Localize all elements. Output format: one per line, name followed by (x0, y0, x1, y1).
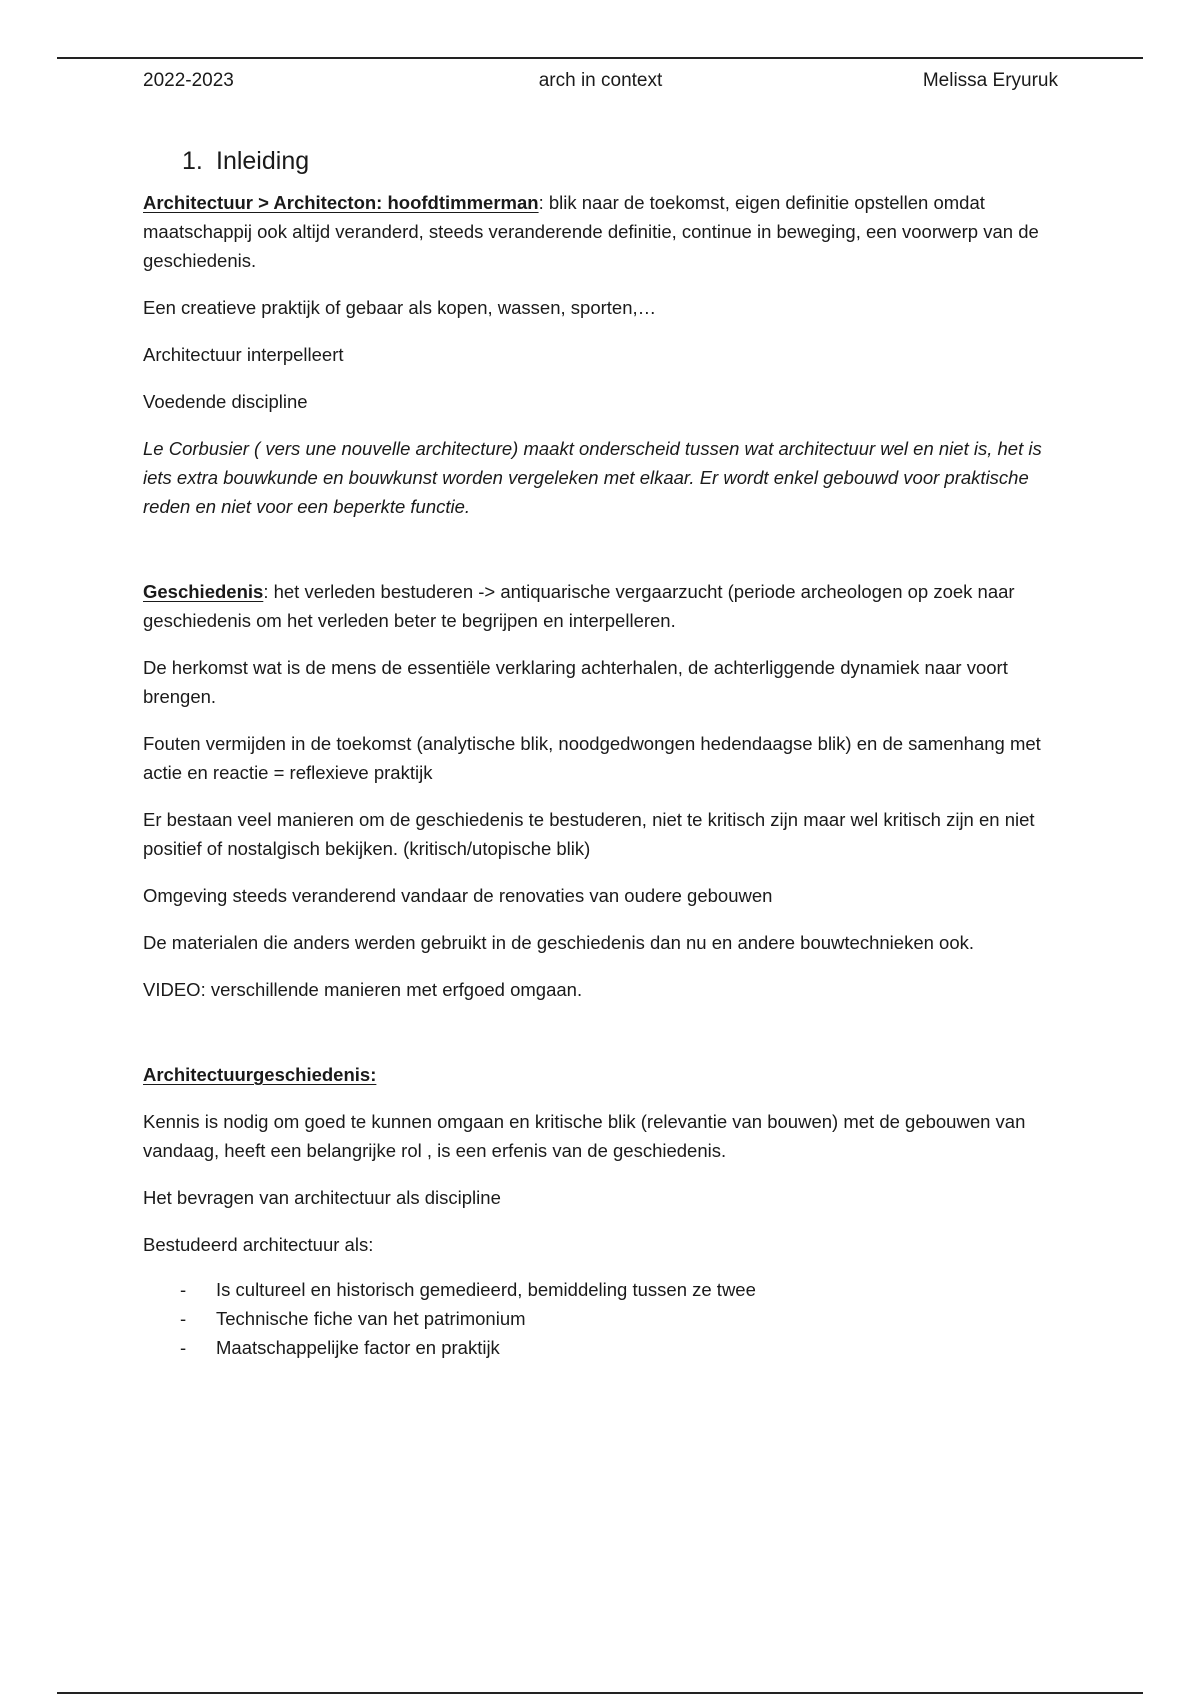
section-heading-inleiding (182, 144, 1063, 178)
paragraph: Omgeving steeds veranderend vandaar de renovaties van oudere gebouwen (143, 885, 773, 906)
paragraph-video: VIDEO: verschillende manieren met erfgoed omgaan. (143, 979, 583, 1000)
term-architectuur: Architectuur > Architecton: hoofdtimmerman (143, 192, 539, 213)
paragraph-le-corbusier: Le Corbusier ( vers une nouvelle architecture) maakt onderscheid tussen wat architectuur wel en niet is, het is iets extra bouwkunde en bouwkunst worden vergeleken met elkaar. Er wordt enkel gebouwd voor praktische reden en niet voor een beperkte functie. (143, 438, 1042, 517)
section-number: 1. (182, 147, 203, 175)
header-course: arch in context (538, 70, 663, 91)
bullet-list (143, 1275, 1063, 1362)
bullet-dash: - (180, 1337, 187, 1358)
paragraph: Het bevragen van architectuur als discipline (143, 1187, 501, 1208)
spacer (143, 539, 1063, 577)
paragraph: De herkomst wat is de mens de essentiële verklaring achterhalen, de achterliggende dynamiek naar voort brengen. (143, 657, 1008, 707)
section-title: Inleiding (216, 147, 310, 175)
list-item (143, 1333, 1063, 1362)
paragraph: Fouten vermijden in de toekomst (analytische blik, noodgedwongen hedendaagse blik) en de samenhang met actie en reactie = reflexieve praktijk (143, 733, 1041, 783)
paragraph-architectuurgeschiedenis-heading (143, 1060, 1063, 1089)
paragraph-architectuur-definition (143, 188, 1063, 275)
page-header (143, 70, 1058, 98)
list-item-text: Technische fiche van het patrimonium (216, 1308, 526, 1329)
list-item (143, 1275, 1063, 1304)
paragraph: Kennis is nodig om goed te kunnen omgaan en kritische blik (relevantie van bouwen) met de gebouwen van vandaag, heeft een belangrijke rol , is een erfenis van de geschiedenis. (143, 1111, 1026, 1161)
paragraph: Er bestaan veel manieren om de geschiedenis te bestuderen, niet te kritisch zijn maar wel kritisch zijn en niet positief of nostalgisch bekijken. (kritisch/utopische blik) (143, 809, 1035, 859)
footer-rule (57, 1692, 1143, 1694)
paragraph: De materialen die anders werden gebruikt in de geschiedenis dan nu en andere bouwtechnieken ook. (143, 932, 975, 953)
paragraph: Architectuur interpelleert (143, 344, 344, 365)
header-rule (57, 57, 1143, 59)
document-body (143, 140, 1063, 1362)
spacer (143, 1022, 1063, 1060)
definition-text: : blik naar de toekomst, eigen definitie opstellen omdat maatschappij ook altijd veranderd, steeds veranderende definitie, continue in beweging, een voorwerp van de geschiedenis. (143, 192, 1039, 271)
term-architectuurgeschiedenis: Architectuurgeschiedenis: (143, 1064, 377, 1085)
paragraph: Een creatieve praktijk of gebaar als kopen, wassen, sporten,… (143, 297, 657, 318)
bullet-dash: - (180, 1279, 187, 1300)
header-year: 2022-2023 (143, 70, 234, 91)
list-item (143, 1304, 1063, 1333)
definition-text: : het verleden bestuderen -> antiquarische vergaarzucht (periode archeologen op zoek naar geschiedenis om het verleden beter te begrijpen en interpelleren. (143, 581, 1015, 631)
header-author: Melissa Eryuruk (922, 70, 1058, 91)
list-item-text: Maatschappelijke factor en praktijk (216, 1337, 500, 1358)
paragraph: Bestudeerd architectuur als: (143, 1234, 374, 1255)
paragraph: Voedende discipline (143, 391, 308, 412)
bullet-dash: - (180, 1308, 187, 1329)
paragraph-geschiedenis-definition (143, 577, 1063, 635)
term-geschiedenis: Geschiedenis (143, 581, 264, 602)
list-item-text: Is cultureel en historisch gemedieerd, bemiddeling tussen ze twee (216, 1279, 756, 1300)
